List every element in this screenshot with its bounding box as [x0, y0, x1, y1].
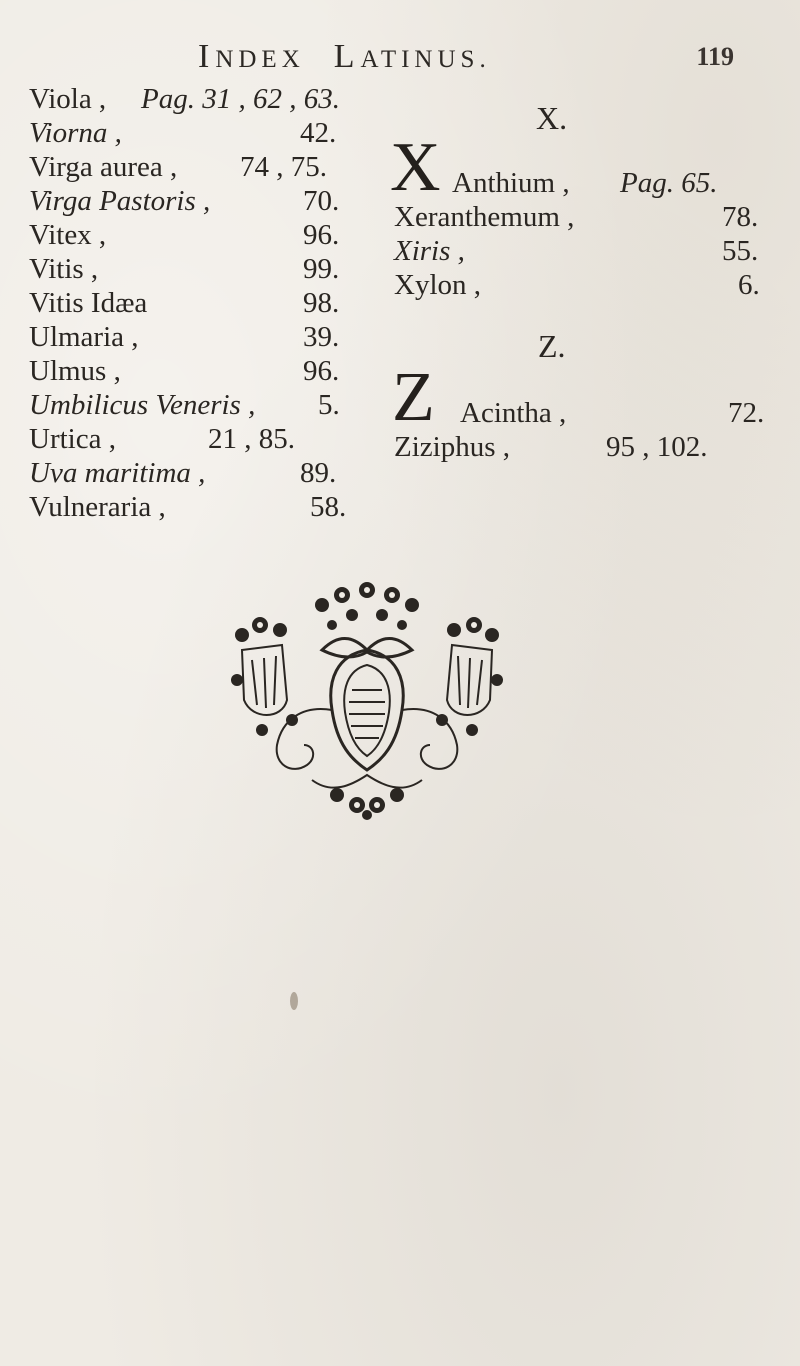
ink-stain	[290, 992, 298, 1010]
section-letter-z: Z.	[538, 328, 566, 364]
index-entry-pages: 21 , 85.	[208, 423, 295, 455]
index-entry-pages: 39.	[303, 321, 340, 353]
drop-initial-z: Z	[392, 359, 435, 436]
index-entry-pages: 78.	[722, 201, 759, 233]
index-entry-pages: 99.	[303, 253, 340, 285]
index-entry-name: Ulmaria ,	[29, 321, 139, 353]
title-initial-i: I	[198, 38, 216, 75]
index-entry-name: Vitis ,	[29, 253, 99, 285]
index-entry-pages: 98.	[303, 287, 340, 319]
index-entry-pages: 95 , 102.	[606, 431, 708, 463]
index-entry-pages: Pag. 65.	[620, 167, 718, 199]
index-entry-name: Xylon ,	[394, 269, 481, 301]
index-entry-name: Ziziphus ,	[394, 431, 510, 463]
running-head	[0, 38, 800, 78]
drop-initial-x: X	[390, 129, 441, 206]
page-number: 119	[696, 42, 734, 71]
index-entry-pages: 96.	[303, 355, 340, 387]
index-entry-name: Viola ,	[29, 83, 107, 115]
title-latinus-rest: ATINUS.	[360, 46, 491, 73]
index-entry-name: Xeranthemum ,	[394, 201, 575, 233]
title-index-rest: NDEX	[215, 46, 305, 73]
index-entry-name: Xiris ,	[394, 235, 465, 267]
index-entry-name: Umbilicus Veneris ,	[29, 389, 256, 421]
index-entry-name: Vulneraria ,	[29, 491, 166, 523]
index-entry-name: Ulmus ,	[29, 355, 121, 387]
index-title	[198, 38, 491, 76]
index-entry-pages: 96.	[303, 219, 340, 251]
index-entry-pages: 74 , 75.	[240, 151, 327, 183]
index-entry-name: Vitex ,	[29, 219, 107, 251]
title-initial-l: L	[333, 38, 361, 75]
index-entry-name: Uva maritima ,	[29, 457, 206, 489]
index-entry-name: Viorna ,	[29, 117, 122, 149]
index-entry-pages: Pag. 31 , 62 , 63.	[141, 83, 340, 115]
index-entry-name: Acintha ,	[460, 397, 567, 429]
index-entry-name: Virga aurea ,	[29, 151, 178, 183]
index-entry-pages: 42.	[300, 117, 337, 149]
index-entry-pages: 5.	[318, 389, 340, 421]
index-entry-pages: 89.	[300, 457, 337, 489]
index-entry-pages: 58.	[310, 491, 347, 523]
floral-basket-ornament-icon	[222, 580, 512, 820]
index-entry-pages: 6.	[738, 269, 760, 301]
index-entry-name: Urtica ,	[29, 423, 116, 455]
index-entry-pages: 72.	[728, 397, 765, 429]
index-entry-pages: 55.	[722, 235, 759, 267]
index-entry-name: Anthium ,	[452, 167, 570, 199]
index-entry-name: Virga Pastoris ,	[29, 185, 211, 217]
index-entry-name: Vitis Idæa	[29, 287, 148, 319]
section-letter-x: X.	[536, 100, 568, 136]
index-entry-pages: 70.	[303, 185, 340, 217]
